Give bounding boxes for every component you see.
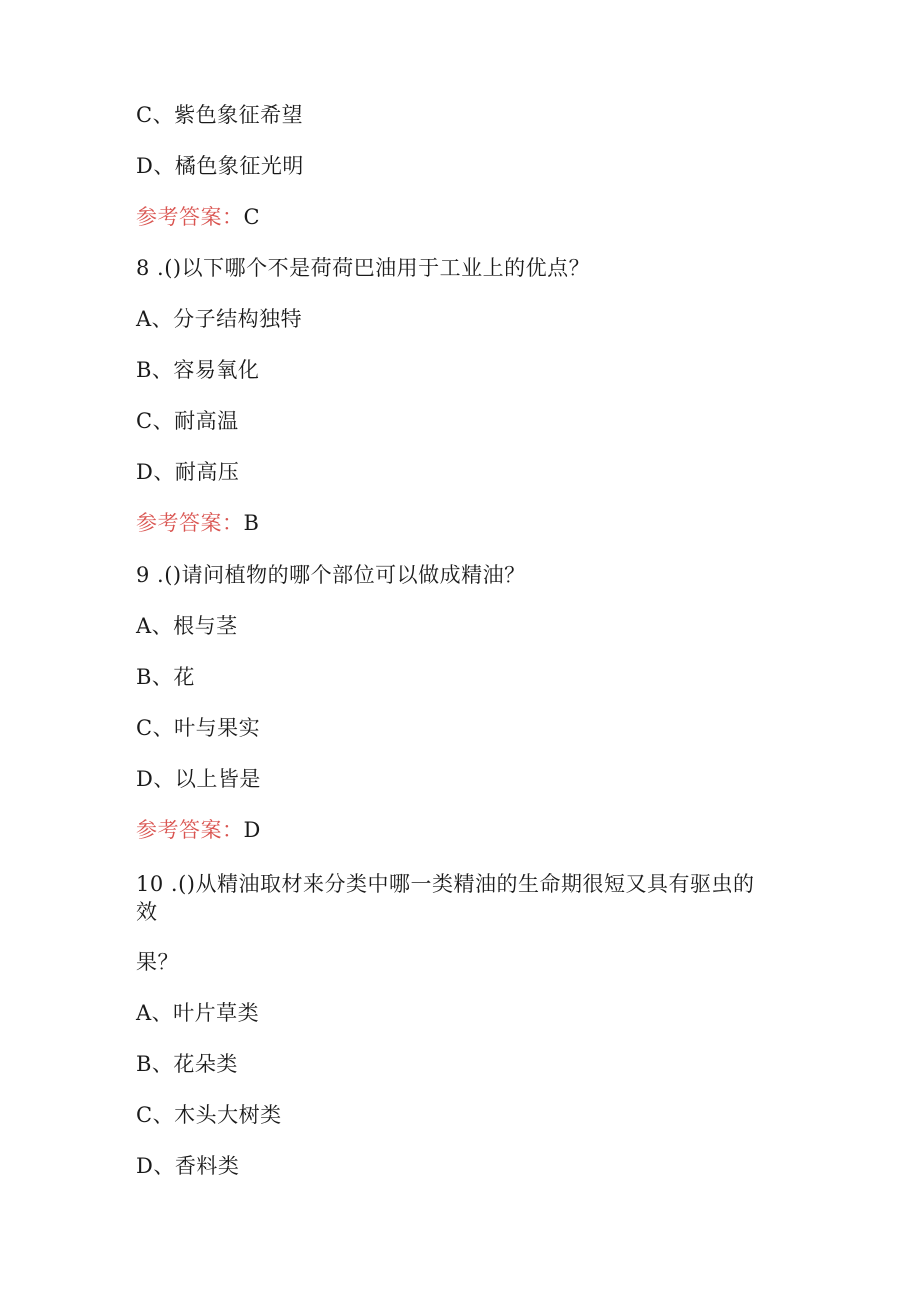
question-line: 10 .()从精油取材来分类中哪一类精油的生命期很短又具有驱虫的 <box>136 872 755 896</box>
question-line: 8 .()以下哪个不是荷荷巴油用于工业上的优点？ <box>136 256 591 280</box>
option-line: A、叶片草类 <box>136 1001 260 1025</box>
answer-line <box>136 509 259 537</box>
question-line-continued: 效 <box>136 900 158 924</box>
answer-line <box>136 816 261 844</box>
answer-value: B <box>243 511 260 535</box>
option-line: C、叶与果实 <box>136 716 261 740</box>
option-line: B、花 <box>136 665 195 689</box>
option-line: B、花朵类 <box>136 1052 238 1076</box>
option-line: A、根与茎 <box>136 614 238 638</box>
option-line: C、紫色象征希望 <box>136 103 304 127</box>
answer-value: C <box>243 205 261 229</box>
option-line: C、耐高温 <box>136 409 239 433</box>
option-line: D、耐高压 <box>136 460 240 484</box>
answer-line <box>136 203 260 231</box>
option-line: D、香料类 <box>136 1154 240 1178</box>
option-line: D、以上皆是 <box>136 767 261 791</box>
answer-label: 参考答案： <box>136 511 244 535</box>
answer-label: 参考答案： <box>136 205 244 229</box>
option-line: B、容易氧化 <box>136 358 260 382</box>
option-line: A、分子结构独特 <box>136 307 303 331</box>
question-line: 9 .()请问植物的哪个部位可以做成精油？ <box>136 563 526 587</box>
option-line: C、木头大树类 <box>136 1103 282 1127</box>
answer-value: D <box>243 818 261 842</box>
option-line: D、橘色象征光明 <box>136 154 304 178</box>
question-line-continued: 果？ <box>136 950 179 974</box>
answer-label: 参考答案： <box>136 818 244 842</box>
